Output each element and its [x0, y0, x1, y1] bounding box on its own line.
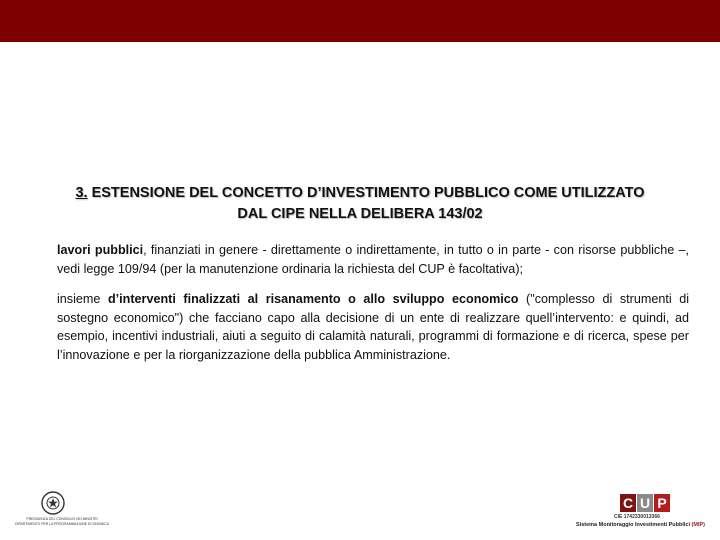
paragraph-intro: insieme: [57, 292, 108, 306]
paragraph-public-works: [57, 241, 689, 278]
section-number: 3.: [75, 185, 88, 201]
cup-letters: [620, 494, 671, 512]
paragraph-bold-term: d’interventi finalizzati al risanamento o allo sviluppo economico: [107, 292, 519, 306]
paragraph-text: , finanziati in genere - direttamente o indirettamente, in tutto o in parte - con risorse pubbliche –, vedi legge 109/94 (per la manutenzione ordinaria la richiesta del CUP è facoltativa);: [57, 243, 690, 276]
italian-republic-emblem-icon: [40, 490, 66, 516]
title-line-2: DAL CIPE NELLA DELIBERA 143/02: [237, 206, 483, 222]
cup-letter-u: U: [637, 494, 653, 512]
cup-caption: [576, 522, 705, 529]
cup-caption-mip: (MIP): [691, 522, 705, 528]
paragraph-text: ("complesso di strumenti di sostegno economico") che facciano capo alla decisione di un ente di realizzare quell’intervento: e quindi, ad esempio, incentivi industriali, aiuti a seguito di calamità naturali, programmi di formazione e di ricerca, spese per l’innovazione e per la riorganizzazione della pubblica Amministrazione.: [57, 292, 689, 362]
cup-caption-text: Sistema Monitoraggio Investimenti Pubblici: [576, 522, 690, 528]
cup-logo: [560, 494, 710, 536]
paragraph-economic-interventions: [57, 290, 689, 364]
slide-title: [40, 183, 680, 225]
emblem-caption-1: PRESIDENZA DEL CONSIGLIO DEI MINISTRI: [26, 517, 98, 521]
cup-code: CIE 1742330013366: [614, 514, 660, 520]
paragraph-bold-term: lavori pubblici: [57, 243, 144, 257]
cup-letter-p: P: [654, 494, 670, 512]
cup-letter-c: C: [620, 494, 636, 512]
header-bar: [0, 0, 720, 42]
emblem-caption-2: DIPARTIMENTO PER LA PROGRAMMAZIONE ECONOMICA: [15, 522, 109, 526]
title-line-1: ESTENSIONE DEL CONCETTO D’INVESTIMENTO PUBBLICO COME UTILIZZATO: [91, 185, 645, 201]
government-emblem: [12, 490, 112, 530]
